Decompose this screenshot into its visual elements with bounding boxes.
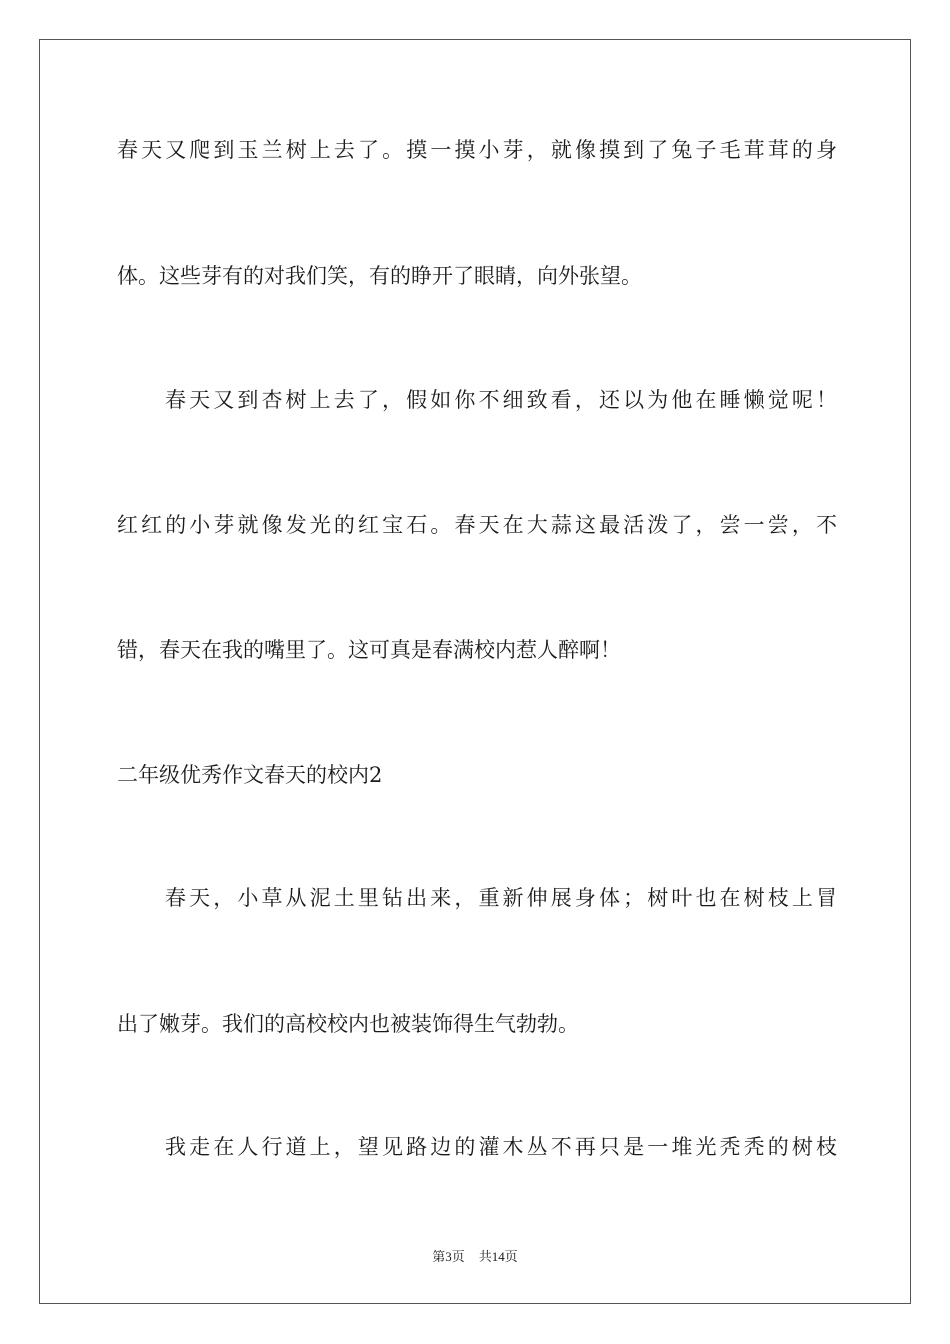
- body-line-8: 我走在人行道上，望见路边的灌木丛不再只是一堆光秃秃的树枝: [165, 1135, 837, 1159]
- body-line-4: 红红的小芽就像发光的红宝石。春天在大蒜这最活泼了，尝一尝，不: [117, 513, 837, 537]
- body-line-3: 春天又到杏树上去了，假如你不细致看，还以为他在睡懒觉呢！: [165, 388, 837, 412]
- body-line-7: 出了嫩芽。我们的高校校内也被装饰得生气勃勃。: [117, 1012, 579, 1036]
- page-number: 第3页: [432, 1249, 465, 1264]
- body-line-2: 体。这些芽有的对我们笑，有的睁开了眼睛，向外张望。: [117, 264, 642, 288]
- page-border: [39, 39, 911, 1304]
- body-line-5: 错，春天在我的嘴里了。这可真是春满校内惹人醉啊！: [117, 638, 621, 662]
- section-heading: 二年级优秀作文春天的校内2: [117, 763, 383, 787]
- page-total: 共14页: [478, 1249, 518, 1264]
- body-line-6: 春天，小草从泥土里钻出来，重新伸展身体；树叶也在树枝上冒: [165, 886, 837, 910]
- body-line-1: 春天又爬到玉兰树上去了。摸一摸小芽，就像摸到了兔子毛茸茸的身: [117, 138, 837, 162]
- page-footer: [0, 1248, 950, 1266]
